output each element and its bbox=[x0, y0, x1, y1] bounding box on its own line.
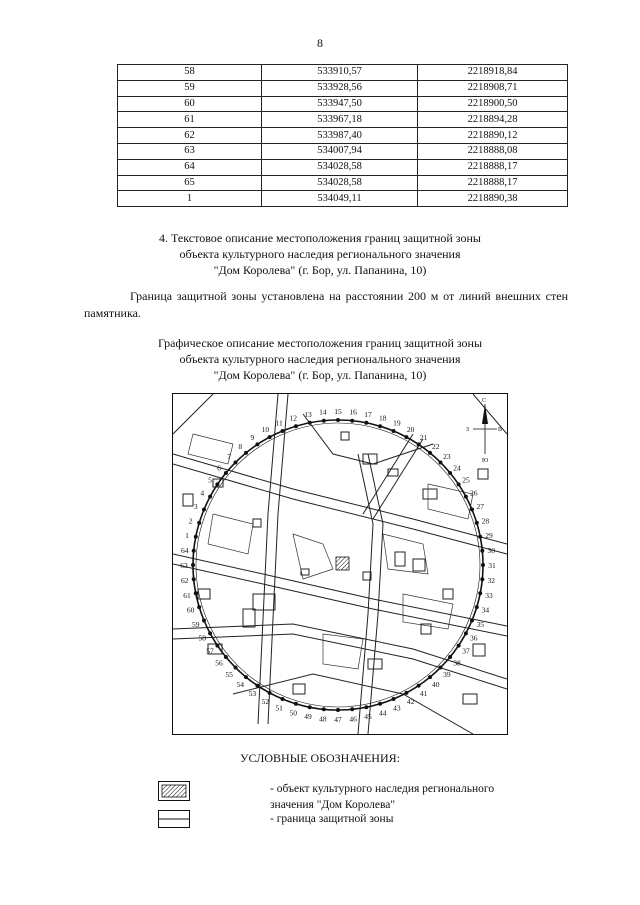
y-coordinate-cell: 2218888,17 bbox=[418, 175, 568, 191]
y-coordinate-cell: 2218890,38 bbox=[418, 191, 568, 207]
graphic-section-heading bbox=[0, 335, 640, 383]
boundary-point bbox=[378, 424, 382, 428]
boundary-point bbox=[475, 521, 479, 525]
boundary-point bbox=[448, 471, 452, 475]
legend-heritage-text bbox=[270, 781, 494, 813]
boundary-point-label: 56 bbox=[215, 658, 223, 668]
y-coordinate-cell: 2218888,08 bbox=[418, 143, 568, 159]
boundary-point-label: 39 bbox=[443, 669, 451, 679]
boundary-point-label: 13 bbox=[304, 410, 312, 419]
boundary-point-label: 9 bbox=[250, 433, 255, 442]
boundary-point bbox=[192, 549, 196, 553]
boundary-point bbox=[197, 521, 201, 525]
boundary-point bbox=[428, 451, 432, 455]
table-row bbox=[118, 128, 568, 144]
point-number-cell: 63 bbox=[118, 143, 262, 159]
boundary-point bbox=[208, 631, 212, 635]
map-drawing bbox=[173, 394, 507, 734]
boundary-point bbox=[478, 591, 482, 595]
table-row bbox=[118, 112, 568, 128]
boundary-point bbox=[350, 707, 354, 711]
boundary-point-label: 45 bbox=[364, 712, 372, 721]
graphic-heading-line-3: "Дом Королева" (г. Бор, ул. Папанина, 10) bbox=[213, 368, 427, 382]
x-coordinate-cell: 533987,40 bbox=[262, 128, 418, 144]
boundary-point-label: 64 bbox=[180, 545, 189, 555]
boundary-point-label: 46 bbox=[349, 714, 357, 724]
boundary-point bbox=[470, 508, 474, 512]
boundary-point bbox=[480, 549, 484, 553]
boundary-point bbox=[322, 419, 326, 423]
boundary-point-label: 18 bbox=[378, 413, 387, 423]
boundary-point bbox=[480, 577, 484, 581]
boundary-point bbox=[439, 461, 443, 465]
boundary-point bbox=[439, 666, 443, 670]
text-section-heading bbox=[0, 230, 640, 278]
x-coordinate-cell: 533947,50 bbox=[262, 96, 418, 112]
boundary-point-label: 23 bbox=[443, 452, 451, 462]
coordinates-table bbox=[117, 64, 568, 207]
boundary-point-label: 28 bbox=[481, 516, 490, 526]
boundary-point bbox=[350, 419, 354, 423]
boundary-point-label: 49 bbox=[304, 712, 312, 721]
text-heading-line-3: "Дом Королева" (г. Бор, ул. Папанина, 10) bbox=[213, 263, 427, 277]
legend-heritage-line-2: значения "Дом Королева" bbox=[270, 799, 396, 811]
boundary-point-label: 55 bbox=[225, 669, 233, 679]
boundary-point-label: 42 bbox=[406, 696, 415, 706]
boundary-point bbox=[464, 631, 468, 635]
boundary-point bbox=[294, 702, 298, 706]
boundary-point bbox=[268, 435, 272, 439]
legend-heritage-swatch bbox=[158, 781, 190, 801]
y-coordinate-cell: 2218918,84 bbox=[418, 65, 568, 81]
boundary-point bbox=[336, 418, 340, 422]
x-coordinate-cell: 533910,57 bbox=[262, 65, 418, 81]
boundary-point bbox=[457, 482, 461, 486]
compass-rose bbox=[466, 398, 502, 464]
y-coordinate-cell: 2218894,28 bbox=[418, 112, 568, 128]
boundary-point bbox=[308, 705, 312, 709]
boundary-point bbox=[224, 655, 228, 659]
table-row bbox=[118, 159, 568, 175]
boundary-point-label: 21 bbox=[419, 433, 428, 442]
boundary-point bbox=[428, 675, 432, 679]
point-number-cell: 61 bbox=[118, 112, 262, 128]
point-number-cell: 60 bbox=[118, 96, 262, 112]
boundary-point bbox=[197, 605, 201, 609]
boundary-point-label: 22 bbox=[431, 442, 440, 451]
boundary-point-label: 17 bbox=[364, 410, 372, 419]
boundary-point-label: 3 bbox=[193, 502, 198, 512]
table-row bbox=[118, 65, 568, 81]
boundary-point bbox=[281, 697, 285, 701]
boundary-point bbox=[478, 535, 482, 539]
boundary-point bbox=[234, 666, 238, 670]
boundary-point bbox=[404, 435, 408, 439]
graphic-heading-line-1: Графическое описание местоположения границ защитной зоны bbox=[157, 336, 483, 350]
boundary-point-label: 2 bbox=[188, 516, 193, 526]
text-heading-line-2: объекта культурного наследия регионального значения bbox=[179, 247, 461, 261]
boundary-point bbox=[215, 644, 219, 648]
boundary-point bbox=[464, 495, 468, 499]
text-heading-line-1: 4. Текстовое описание местоположения границ защитной зоны bbox=[159, 231, 481, 245]
point-number-cell: 64 bbox=[118, 159, 262, 175]
boundary-point-label: 8 bbox=[238, 442, 243, 451]
boundary-point-label: 40 bbox=[431, 680, 440, 689]
boundary-point-label: 5 bbox=[208, 475, 212, 485]
boundary-point bbox=[392, 697, 396, 701]
y-coordinate-cell: 2218888,17 bbox=[418, 159, 568, 175]
boundary-point-label: 34 bbox=[481, 605, 490, 615]
boundary-point-label: 47 bbox=[334, 715, 342, 724]
boundary-point bbox=[417, 442, 421, 446]
x-coordinate-cell: 533928,56 bbox=[262, 80, 418, 96]
boundary-point bbox=[448, 655, 452, 659]
boundary-point bbox=[202, 619, 206, 623]
table-row bbox=[118, 80, 568, 96]
coordinates-table-body bbox=[118, 65, 568, 207]
boundary-point-label: 7 bbox=[227, 452, 231, 462]
boundary-point bbox=[244, 451, 248, 455]
boundary-point-label: 10 bbox=[261, 425, 270, 435]
boundary-point bbox=[475, 605, 479, 609]
x-coordinate-cell: 533967,18 bbox=[262, 112, 418, 128]
table-row bbox=[118, 143, 568, 159]
x-coordinate-cell: 534049,11 bbox=[262, 191, 418, 207]
legend-heritage-line-1: - объект культурного наследия регионального bbox=[270, 783, 495, 795]
y-coordinate-cell: 2218908,71 bbox=[418, 80, 568, 96]
boundary-point bbox=[255, 442, 259, 446]
point-number-cell: 65 bbox=[118, 175, 262, 191]
boundary-point bbox=[268, 691, 272, 695]
compass-south-label: Ю bbox=[482, 458, 489, 464]
paragraph-line-2: памятника. bbox=[84, 306, 141, 320]
boundary-point bbox=[191, 563, 195, 567]
boundary-point bbox=[194, 535, 198, 539]
boundary-point-label: 62 bbox=[180, 576, 189, 586]
boundary-point-label: 53 bbox=[248, 689, 257, 698]
boundary-point-label: 19 bbox=[393, 418, 401, 428]
boundary-point-label: 16 bbox=[349, 407, 357, 417]
protective-zone-map bbox=[172, 393, 508, 735]
boundary-point bbox=[234, 461, 238, 465]
page-number: 8 bbox=[317, 36, 323, 50]
boundary-point-label: 44 bbox=[378, 708, 387, 718]
graphic-heading-line-2: объекта культурного наследия регионального значения bbox=[179, 352, 461, 366]
legend-title: УСЛОВНЫЕ ОБОЗНАЧЕНИЯ: bbox=[240, 751, 400, 765]
boundary-point-label: 27 bbox=[476, 502, 485, 512]
boundary-point-label: 29 bbox=[485, 531, 493, 540]
boundary-point-label: 15 bbox=[334, 407, 342, 416]
heritage-object-marker bbox=[336, 557, 349, 570]
boundary-point-label: 43 bbox=[393, 703, 401, 713]
boundary-point bbox=[417, 684, 421, 688]
boundary-point bbox=[336, 708, 340, 712]
boundary-point-label: 33 bbox=[485, 591, 493, 600]
y-coordinate-cell: 2218900,50 bbox=[418, 96, 568, 112]
table-row bbox=[118, 96, 568, 112]
boundary-point bbox=[255, 684, 259, 688]
boundary-point-label: 25 bbox=[462, 475, 470, 485]
boundary-point bbox=[364, 421, 368, 425]
boundary-point bbox=[364, 705, 368, 709]
boundary-point-label: 61 bbox=[183, 591, 191, 600]
boundary-point bbox=[481, 563, 485, 567]
compass-west-label: З bbox=[466, 427, 470, 433]
boundary-point-label: 26 bbox=[470, 488, 478, 498]
point-number-cell: 62 bbox=[118, 128, 262, 144]
boundary-point-label: 30 bbox=[487, 545, 496, 555]
boundary-point-label: 59 bbox=[191, 619, 200, 629]
boundary-point bbox=[202, 508, 206, 512]
boundary-point-label: 41 bbox=[419, 689, 428, 698]
boundary-point-label: 36 bbox=[470, 633, 478, 643]
boundary-point bbox=[208, 495, 212, 499]
boundary-point-label: 31 bbox=[488, 561, 496, 570]
point-number-cell: 59 bbox=[118, 80, 262, 96]
boundary-point-label: 11 bbox=[275, 418, 283, 428]
table-row bbox=[118, 175, 568, 191]
boundary-point-label: 37 bbox=[462, 646, 470, 656]
boundary-point-label: 48 bbox=[319, 714, 327, 724]
point-number-cell: 1 bbox=[118, 191, 262, 207]
boundary-point-label: 32 bbox=[487, 576, 496, 586]
boundary-point bbox=[294, 424, 298, 428]
compass-east-label: В bbox=[498, 427, 503, 433]
boundary-point bbox=[192, 577, 196, 581]
boundary-point bbox=[224, 471, 228, 475]
boundary-point-label: 24 bbox=[453, 463, 461, 473]
boundary-point bbox=[308, 421, 312, 425]
x-coordinate-cell: 534028,58 bbox=[262, 175, 418, 191]
boundary-point bbox=[215, 482, 219, 486]
boundary-point bbox=[322, 707, 326, 711]
x-coordinate-cell: 534007,94 bbox=[262, 143, 418, 159]
point-number-cell: 58 bbox=[118, 65, 262, 81]
boundary-point bbox=[392, 429, 396, 433]
boundary-point-label: 38 bbox=[453, 658, 461, 668]
map-buildings bbox=[180, 432, 488, 704]
boundary-point-label: 54 bbox=[236, 680, 245, 689]
x-coordinate-cell: 534028,58 bbox=[262, 159, 418, 175]
boundary-point-label: 60 bbox=[186, 605, 195, 615]
boundary-point-label: 58 bbox=[198, 633, 206, 643]
boundary-point-label: 1 bbox=[185, 531, 189, 540]
boundary-point-label: 20 bbox=[406, 425, 415, 435]
legend-boundary-text: - граница защитной зоны bbox=[270, 813, 394, 825]
boundary-point-label: 14 bbox=[319, 407, 327, 417]
boundary-point bbox=[378, 702, 382, 706]
boundary-point-label: 50 bbox=[289, 708, 298, 718]
boundary-point bbox=[404, 691, 408, 695]
paragraph-line-1: Граница защитной зоны установлена на расстоянии 200 м от линий внешних стен bbox=[130, 289, 568, 303]
table-row bbox=[118, 191, 568, 207]
compass-north-label: С bbox=[482, 398, 487, 404]
boundary-point-label: 52 bbox=[261, 696, 270, 706]
y-coordinate-cell: 2218890,12 bbox=[418, 128, 568, 144]
legend-boundary-swatch bbox=[158, 810, 190, 828]
boundary-point bbox=[457, 644, 461, 648]
boundary-point bbox=[281, 429, 285, 433]
boundary-point-label: 4 bbox=[200, 488, 205, 498]
boundary-description-paragraph bbox=[84, 288, 568, 322]
boundary-point bbox=[194, 591, 198, 595]
boundary-point-label: 63 bbox=[180, 561, 188, 570]
boundary-point-label: 51 bbox=[275, 703, 283, 713]
boundary-point-label: 57 bbox=[206, 646, 214, 656]
boundary-point-label: 12 bbox=[289, 413, 298, 423]
boundary-point bbox=[244, 675, 248, 679]
boundary-point-label: 6 bbox=[217, 463, 221, 473]
boundary-point bbox=[470, 619, 474, 623]
boundary-point-label: 35 bbox=[476, 619, 485, 629]
